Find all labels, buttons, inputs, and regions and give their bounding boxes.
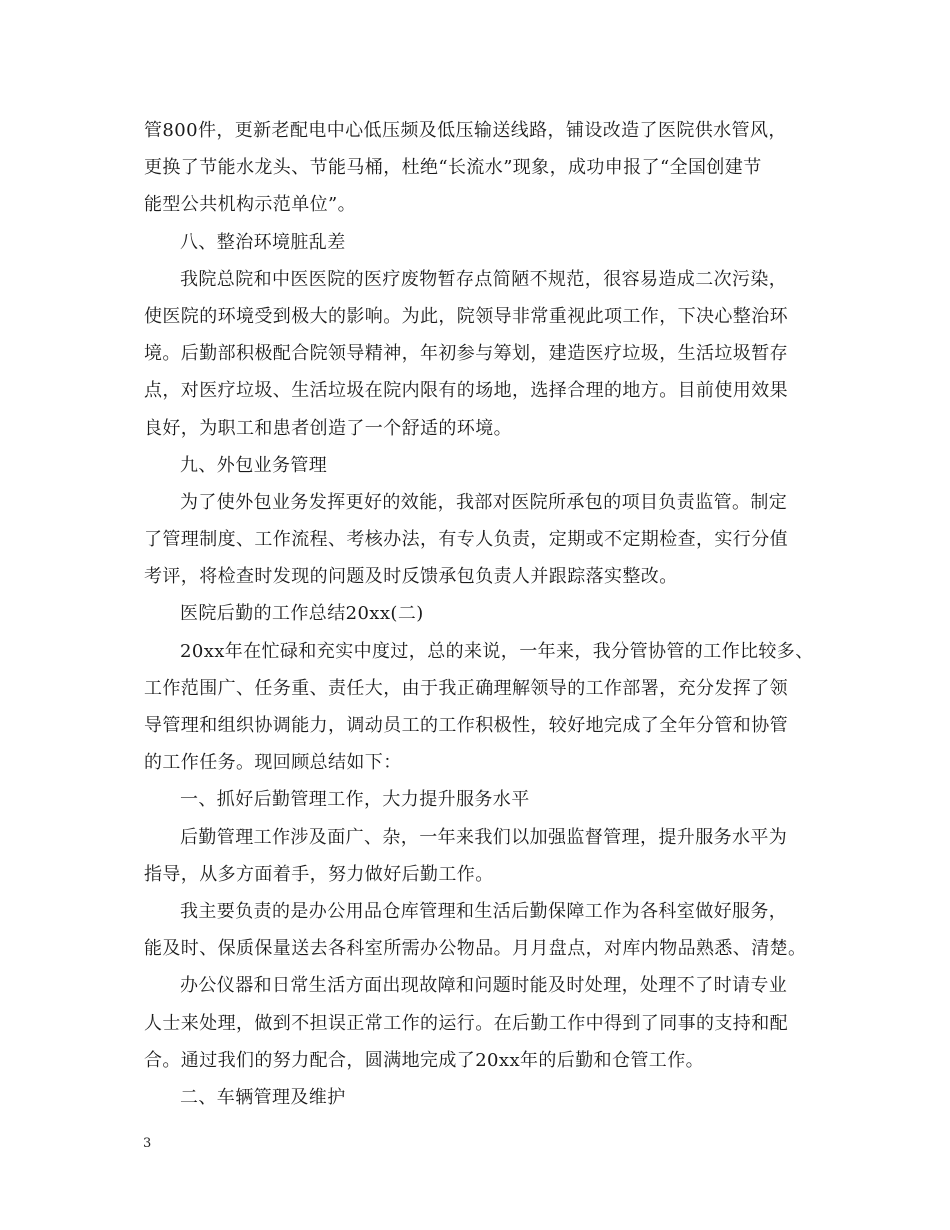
text-line: 管800件，更新老配电中心低压频及低压输送线路，铺设改造了医院供水管风，	[144, 120, 787, 141]
text-line: 点，对医疗垃圾、生活垃圾在院内限有的场地，选择合理的地方。目前使用效果	[144, 380, 788, 402]
text-line: 为了使外包业务发挥更好的效能，我部对医院所承包的项目负责监管。制定	[180, 491, 788, 513]
text-line: 的工作任务。现回顾总结如下：	[144, 752, 402, 774]
text-line: 我院总院和中医医院的医疗废物暂存点简陋不规范，很容易造成二次污染，	[180, 268, 788, 290]
body-text	[144, 112, 816, 1116]
text-line: 了管理制度、工作流程、考核办法，有专人负责，定期或不定期检查，实行分值	[144, 529, 788, 551]
text-line: 能型公共机构示范单位”。	[144, 194, 357, 216]
text-line: 考评，将检查时发现的问题及时反馈承包负责人并跟踪落实整改。	[144, 566, 678, 588]
text-line: 能及时、保质保量送去各科室所需办公物品。月月盘点，对库内物品熟悉、清楚。	[144, 938, 807, 960]
text-line: 二、车辆管理及维护	[180, 1086, 346, 1108]
text-line: 良好，为职工和患者创造了一个舒适的环境。	[144, 417, 512, 439]
text-line: 20xx年在忙碌和充实中度过，总的来说，一年来，我分管协管的工作比较多、	[180, 640, 814, 662]
text-line: 人士来处理，做到不担误正常工作的运行。在后勤工作中得到了同事的支持和配	[144, 1012, 788, 1034]
text-line: 八、整治环境脏乱差	[180, 231, 346, 253]
text-line: 办公仪器和日常生活方面出现故障和问题时能及时处理，处理不了时请专业	[180, 975, 788, 997]
text-line: 指导，从多方面着手，努力做好后勤工作。	[144, 863, 494, 885]
text-line: 工作范围广、任务重、责任大，由于我正确理解领导的工作部署，充分发挥了领	[144, 677, 788, 699]
text-line: 医院后勤的工作总结20xx(二)	[180, 603, 424, 625]
text-line: 境。后勤部积极配合院领导精神，年初参与筹划，建造医疗垃圾，生活垃圾暂存	[144, 343, 788, 365]
text-line: 使医院的环境受到极大的影响。为此，院领导非常重视此项工作，下决心整治环	[144, 305, 788, 327]
text-line: 九、外包业务管理	[180, 454, 328, 476]
text-line: 后勤管理工作涉及面广、杂，一年来我们以加强监督管理，提升服务水平为	[180, 826, 788, 848]
page-number: 3	[143, 1136, 152, 1151]
text-line: 我主要负责的是办公用品仓库管理和生活后勤保障工作为各科室做好服务，	[180, 900, 788, 922]
text-line: 更换了节能水龙头、节能马桶，杜绝“长流水”现象，成功申报了“全国创建节	[144, 157, 762, 179]
text-line: 一、抓好后勤管理工作，大力提升服务水平	[180, 789, 530, 811]
text-line: 合。通过我们的努力配合，圆满地完成了20xx年的后勤和仓管工作。	[144, 1049, 705, 1071]
text-line: 导管理和组织协调能力，调动员工的工作积极性，较好地完成了全年分管和协管	[144, 715, 788, 736]
